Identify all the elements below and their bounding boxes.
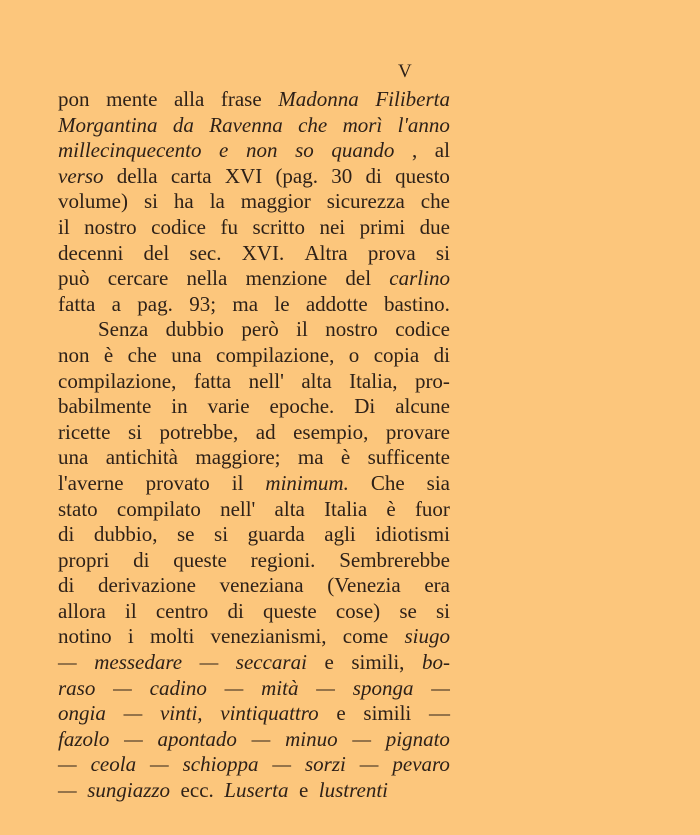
word: allora <box>58 598 106 623</box>
word: provare <box>385 419 450 444</box>
text-line <box>58 522 450 548</box>
word: varie <box>207 394 250 419</box>
word: vintiquattro <box>220 701 319 726</box>
word: Senza <box>98 317 149 342</box>
word: potrebbe, <box>159 419 239 444</box>
word: Altra <box>304 240 348 265</box>
text-line <box>58 266 450 292</box>
word: Che <box>370 470 405 495</box>
word: è <box>103 342 114 367</box>
text-line <box>58 650 450 676</box>
word: so <box>295 138 314 163</box>
word: nostro <box>325 317 378 342</box>
word: — <box>224 675 244 700</box>
word: carta <box>170 163 212 188</box>
word: morì <box>342 112 383 137</box>
word: — <box>123 701 143 726</box>
word: XVI <box>224 163 263 188</box>
text-line <box>58 292 450 318</box>
word: agli <box>324 522 356 547</box>
word: alta <box>301 368 332 393</box>
word: Madonna <box>278 87 359 111</box>
word: esempio, <box>293 419 369 444</box>
word: che <box>420 189 450 214</box>
word: Sembrerebbe <box>339 547 450 572</box>
word: — <box>429 701 450 726</box>
word: come <box>342 624 389 649</box>
text-line <box>58 727 450 753</box>
word: babilmente <box>58 394 152 419</box>
word: può <box>58 266 90 291</box>
word: fatta <box>193 368 232 393</box>
word: nell' <box>220 496 256 521</box>
text-line <box>58 113 450 139</box>
word: codice <box>151 214 206 239</box>
text-line <box>58 471 450 497</box>
word: fazolo <box>58 726 110 751</box>
word: del <box>345 266 372 291</box>
word: primi <box>359 214 406 239</box>
word: nell' <box>248 368 284 393</box>
word: fuor <box>414 496 450 521</box>
text-line <box>58 420 450 446</box>
word: 93; <box>189 291 217 316</box>
word: sia <box>426 470 450 495</box>
word: addotte <box>305 291 368 316</box>
word: — <box>150 752 169 777</box>
word: due <box>419 214 450 239</box>
word: Filiberta <box>375 87 450 111</box>
text-line <box>58 497 450 523</box>
word: di <box>58 522 75 547</box>
word: maggior <box>240 189 311 214</box>
word: della <box>116 163 158 188</box>
text-line <box>58 189 450 215</box>
word: sponga <box>352 675 414 700</box>
word: minimum. <box>265 470 349 495</box>
word: sufficente <box>367 445 450 470</box>
word: menzione <box>245 266 328 291</box>
word: siugo <box>404 624 450 649</box>
text-line <box>58 87 450 113</box>
word: — <box>113 675 132 700</box>
word: ricette <box>58 419 111 444</box>
word: apontado <box>157 726 237 751</box>
word: Morgantina <box>58 112 158 137</box>
word: il <box>296 317 308 342</box>
text-line <box>58 778 450 804</box>
word: si <box>127 419 142 444</box>
word: di <box>133 547 150 572</box>
text-line <box>58 138 450 164</box>
word: messedare <box>94 650 183 675</box>
word: cose) <box>335 598 381 623</box>
word: Di <box>354 394 376 419</box>
word: il <box>124 598 137 623</box>
word: la <box>209 189 225 214</box>
word: e <box>219 138 229 163</box>
word: — <box>199 650 219 675</box>
word: antichità <box>105 445 178 470</box>
word: Ravenna <box>209 112 283 137</box>
word: — <box>352 726 371 751</box>
word: veneziana <box>219 573 304 598</box>
word: — <box>251 726 271 751</box>
word: quando <box>331 138 395 163</box>
word: venezianismi, <box>210 624 327 649</box>
word: ma <box>232 291 259 316</box>
word: cercare <box>107 266 169 291</box>
word: (Venezia <box>327 573 401 598</box>
word: ha <box>173 189 194 214</box>
word: alta <box>274 496 305 521</box>
word: queste <box>173 547 227 572</box>
word: Italia, <box>349 368 398 393</box>
word: epoche. <box>269 394 335 419</box>
word: di <box>58 573 75 598</box>
word: o <box>348 342 360 367</box>
word: alla <box>173 87 205 111</box>
word: stato <box>58 496 98 521</box>
text-line <box>58 599 450 625</box>
word: è <box>386 496 396 521</box>
word: volume) <box>58 189 128 214</box>
word: queste <box>263 598 317 623</box>
word: — <box>359 752 379 777</box>
word: dubbio <box>165 317 224 342</box>
word: pag. <box>137 291 173 316</box>
word: sec. <box>189 240 222 265</box>
word: simili, <box>351 650 405 675</box>
word: di <box>227 598 244 623</box>
word: Luserta <box>224 778 289 803</box>
word: alcune <box>395 394 450 419</box>
word: — <box>58 650 77 675</box>
text-line <box>58 164 450 190</box>
text-line <box>58 445 450 471</box>
text-line <box>58 624 450 650</box>
word: una <box>58 445 89 470</box>
word: da <box>172 112 194 137</box>
word: — <box>124 726 143 751</box>
word: pro- <box>414 368 450 393</box>
word: ad <box>255 419 276 444</box>
text-line <box>58 215 450 241</box>
word: nei <box>319 214 346 239</box>
word: codice <box>395 317 450 342</box>
word: centro <box>155 598 209 623</box>
text-line <box>58 573 450 599</box>
word: , <box>411 138 418 163</box>
word: si <box>143 189 158 214</box>
word: guarda <box>247 522 305 547</box>
word: che <box>298 112 328 137</box>
page-text <box>58 87 450 804</box>
word: molti <box>149 624 195 649</box>
word: provato <box>145 470 210 495</box>
word: l'averne <box>58 470 124 495</box>
word: ecc. <box>180 778 214 803</box>
word: del <box>143 240 170 265</box>
word: però <box>241 317 279 342</box>
word: simili <box>363 701 412 726</box>
word: in <box>171 394 188 419</box>
word: le <box>274 291 290 316</box>
word: mente <box>106 87 158 111</box>
word: pon <box>58 87 90 111</box>
word: regioni. <box>250 547 316 572</box>
word: e <box>336 701 346 726</box>
word: Italia <box>324 496 368 521</box>
word: e <box>298 778 309 803</box>
word: sorzi <box>304 752 346 777</box>
text-line <box>58 317 450 343</box>
text-line <box>58 548 450 574</box>
text-line <box>58 343 450 369</box>
word: se <box>399 598 417 623</box>
word: a <box>111 291 121 316</box>
word: non <box>58 342 90 367</box>
word: ma <box>297 445 324 470</box>
word: si <box>435 240 450 265</box>
word: derivazione <box>98 573 196 598</box>
word: compilazione, <box>216 342 335 367</box>
word: maggiore; <box>195 445 281 470</box>
word: sungiazzo <box>87 778 171 803</box>
word: schioppa <box>182 752 259 777</box>
word: decenni <box>58 240 124 265</box>
word: lustrenti <box>318 778 389 803</box>
word: minuo <box>285 726 338 751</box>
word: mità <box>261 675 299 700</box>
word: era <box>424 573 450 598</box>
word: millecinquecento <box>58 138 202 163</box>
word: sicurezza <box>326 189 405 214</box>
word: raso <box>58 675 96 700</box>
word: pignato <box>385 726 450 751</box>
word: — <box>58 752 77 777</box>
word: di <box>433 342 450 367</box>
word: bastino. <box>383 291 450 316</box>
word: — <box>431 675 450 700</box>
word: idiotismi <box>375 522 450 547</box>
text-line <box>58 369 450 395</box>
word: — <box>58 778 77 803</box>
page-number: V <box>398 61 412 82</box>
text-line <box>58 701 450 727</box>
word: il <box>58 214 70 239</box>
word: è <box>340 445 351 470</box>
word: propri <box>58 547 110 572</box>
word: il <box>231 470 244 495</box>
word: scritto <box>252 214 305 239</box>
text-line <box>58 241 450 267</box>
word: seccarai <box>235 650 307 675</box>
word: pevaro <box>392 752 450 777</box>
word: e <box>324 650 334 675</box>
word: compilato <box>116 496 201 521</box>
word: verso <box>58 163 104 188</box>
word: i <box>127 624 134 649</box>
word: l'anno <box>397 112 450 137</box>
word: copia <box>373 342 420 367</box>
text-line <box>58 394 450 420</box>
word: — <box>316 675 335 700</box>
word: non <box>245 138 278 163</box>
word: di <box>365 163 382 188</box>
word: bo- <box>421 650 450 675</box>
word: carlino <box>389 266 450 291</box>
word: dubbio, <box>93 522 158 547</box>
word: ongia <box>58 701 106 726</box>
word: (pag. <box>275 163 319 188</box>
word: nella <box>186 266 228 291</box>
text-line <box>58 676 450 702</box>
text-line <box>58 752 450 778</box>
word: una <box>171 342 202 367</box>
word: che <box>127 342 157 367</box>
word: si <box>214 522 229 547</box>
word: fu <box>220 214 238 239</box>
word: XVI. <box>241 240 285 265</box>
word: al <box>434 138 450 163</box>
word: cadino <box>149 675 207 700</box>
word: compilazione, <box>58 368 177 393</box>
word: frase <box>220 87 262 111</box>
word: — <box>272 752 292 777</box>
word: 30 <box>331 163 353 188</box>
word: vinti, <box>159 701 203 726</box>
word: se <box>177 522 195 547</box>
word: si <box>435 598 450 623</box>
word: questo <box>395 163 450 188</box>
word: fatta <box>58 291 96 316</box>
word: nostro <box>84 214 137 239</box>
word: notino <box>58 624 112 649</box>
word: prova <box>367 240 416 265</box>
word: ceola <box>90 752 137 777</box>
